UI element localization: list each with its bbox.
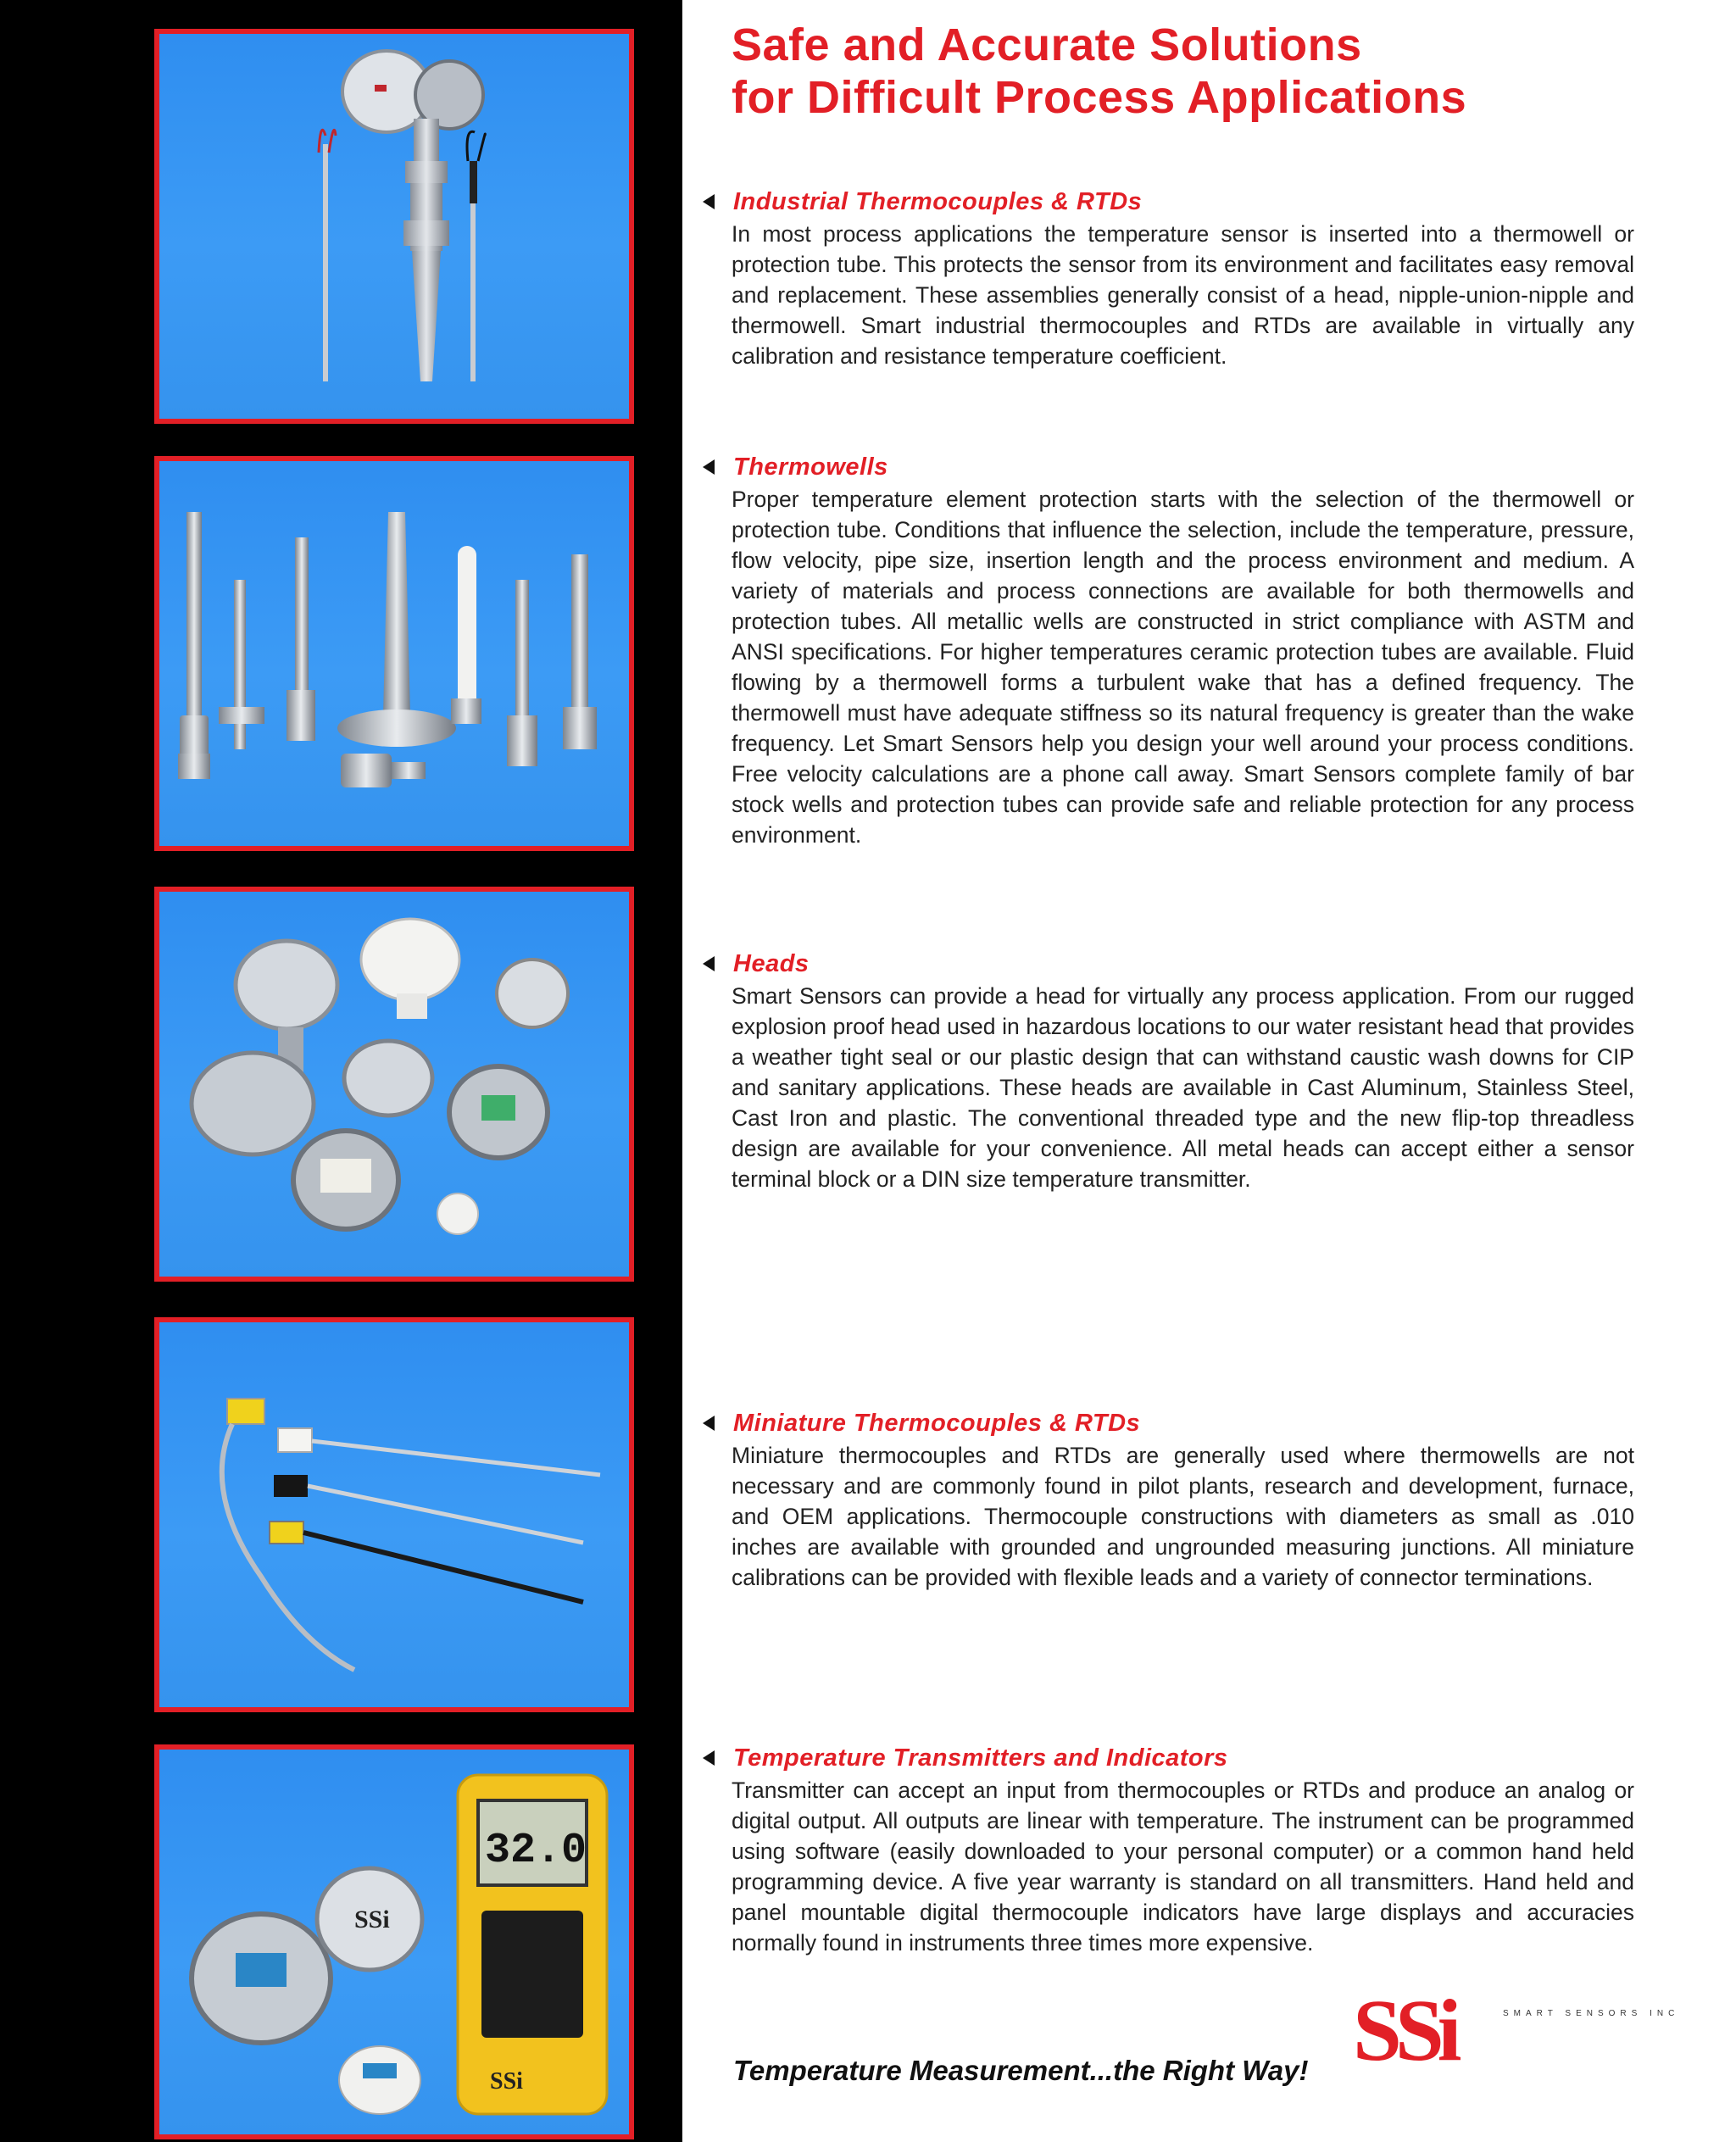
headline-line-1: Safe and Accurate Solutions: [732, 19, 1362, 70]
section-title: Temperature Transmitters and Indicators: [733, 1744, 1228, 1772]
logo-company-name: SMART SENSORS INC: [1503, 2009, 1680, 2018]
section-title: Thermowells: [733, 453, 888, 481]
transmitters-indicators-illustration: [159, 1750, 629, 2134]
triangle-bullet-icon: [703, 1750, 715, 1766]
ssi-logo: [1353, 1982, 1633, 2067]
triangle-bullet-icon: [703, 1416, 715, 1431]
heads-illustration: [159, 892, 629, 1277]
headline-line-2: for Difficult Process Applications: [732, 72, 1467, 123]
photo-industrial-thermocouples: [154, 29, 634, 424]
section-thermowells: [698, 450, 1634, 850]
page-headline: [732, 19, 1466, 124]
section-transmitters-indicators: [698, 1741, 1634, 1958]
section-body: In most process applications the temperature sensor is inserted into a thermowell or protection tube. This protects the sensor from its environment and facilitates easy removal and replacement. These assemblies generally consist of a head, nipple-union-nipple and thermowell. Smart industrial thermocouples and RTDs are available in virtually any calibration and resistance temperature coefficient.: [732, 221, 1634, 369]
section-title: Miniature Thermocouples & RTDs: [733, 1409, 1141, 1437]
section-body: Miniature thermocouples and RTDs are generally used where thermowells are not necessary and are commonly found in pilot plants, research and development, furnace, and OEM applications. Thermocouple constructions with diameters as small as .010 inches are available with grounded and ungrounded measuring junctions. All miniature calibrations can be provided with flexible leads and a variety of connector terminations.: [732, 1443, 1634, 1590]
logo-mark: SSi: [1353, 1982, 1455, 2067]
triangle-bullet-icon: [703, 956, 715, 971]
section-title: Industrial Thermocouples & RTDs: [733, 187, 1143, 215]
section-body: Smart Sensors can provide a head for virtually any process application. From our rugged explosion proof head used in hazardous locations to our water resistant head that provides a weather tight seal or our plastic design that can withstand caustic wash downs for CIP and sanitary applications. These heads are available in Cast Aluminum, Stainless Steel, Cast Iron and plastic. The conventional threaded type and the new flip-top threadless design are available for your convenience. All metal heads can accept either a sensor terminal block or a DIN size temperature transmitter.: [732, 983, 1634, 1192]
section-body: Proper temperature element protection starts with the selection of the thermowell or protection tube. Conditions that influence the selection, include the temperature, pressure, flow velocity, pipe size, insertion length and the process environment and medium. A variety of materials and process connections are available for both thermowells and protection tubes. All metallic wells are constructed in strict compliance with ASTM and ANSI specifications. For higher temperatures ceramic protection tubes are available. Fluid flowing by a thermowell forms a turbulent wake that has a defined frequency. The thermowell must have adequate stiffness so its natural frequency is greater than the wake frequency. Let Smart Sensors help you design your well around your process conditions. Free velocity calculations are a phone call away. Smart Sensors complete family of bar stock wells and protection tubes can provide safe and reliable protection for any process environment.: [732, 487, 1634, 848]
triangle-bullet-icon: [703, 194, 715, 209]
miniature-thermocouples-illustration: [159, 1322, 629, 1707]
thermowells-illustration: [159, 461, 629, 846]
tagline: Temperature Measurement...the Right Way!: [733, 2055, 1309, 2086]
section-industrial-thermocouples: [698, 185, 1634, 371]
svg-text:SSi: SSi: [490, 2068, 523, 2095]
thermocouple-assembly-illustration: [159, 34, 629, 419]
section-title: Heads: [733, 949, 810, 977]
photo-thermowells: [154, 456, 634, 851]
indicator-display-reading: 32.0: [485, 1827, 587, 1875]
section-miniature-thermocouples: [698, 1406, 1634, 1593]
svg-text:SSi: SSi: [354, 1906, 390, 1933]
section-body: Transmitter can accept an input from thermocouples or RTDs and produce an analog or digital output. All outputs are linear with temperature. The instrument can be programmed using software (easily downloaded to your personal computer) or a common hand held programming device. A five year warranty is standard on all transmitters. Hand held and panel mountable digital thermocouple indicators have large displays and accuracies normally found in instruments three times more expensive.: [732, 1778, 1634, 1956]
photo-heads: [154, 887, 634, 1282]
section-heads: [698, 947, 1634, 1194]
photo-transmitters-indicators: [154, 1744, 634, 2139]
triangle-bullet-icon: [703, 459, 715, 475]
photo-miniature-thermocouples: [154, 1317, 634, 1712]
